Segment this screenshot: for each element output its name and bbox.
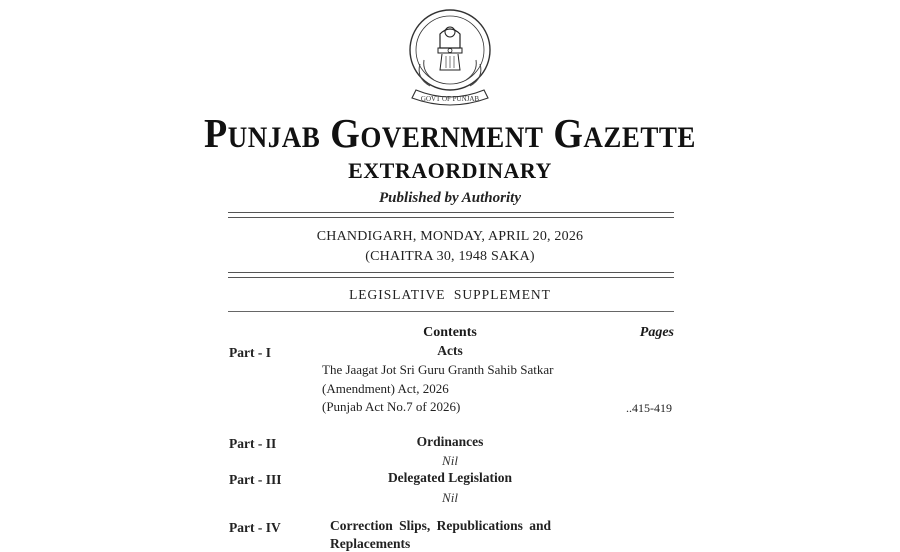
part-2-note: Nil [442,453,458,468]
part-3-label: Part - III [229,472,282,487]
state-emblem-icon [402,4,498,114]
part-1-entry-line-2: (Amendment) Act, 2026 [322,381,449,396]
header-divider-bottom [228,272,674,278]
part-4-title-line-2: Replacements [330,536,411,551]
part-4-title-line-1: Correction Slips, Republications and [330,518,552,533]
contents-heading: Contents [423,325,477,340]
part-1-entry-line-1: The Jaagat Jot Sri Guru Granth Sahib Satkar [322,362,554,377]
part-1-title: Acts [437,343,463,358]
part-1-entry-line-3: (Punjab Act No.7 of 2026) [322,399,461,414]
pages-heading: Pages [639,325,674,340]
part-1-label: Part - I [229,345,271,360]
header-divider-top [228,212,674,218]
authority-line: Published by Authority [379,190,521,206]
part-1-pages: ..415-419 [626,401,672,415]
supplement-heading: LEGISLATIVE SUPPLEMENT [349,287,551,302]
part-2-title: Ordinances [416,434,484,449]
gazette-title: Punjab Government Gazette [204,111,696,157]
edition-label: EXTRAORDINARY [348,158,552,183]
part-3-title: Delegated Legislation [387,470,513,485]
part-4-label: Part - IV [229,520,281,535]
emblem-ribbon-text: GOVT OF PUNJAB [420,95,480,103]
part-2-label: Part - II [229,436,277,451]
part-3-note: Nil [442,490,458,505]
contents-divider [228,311,674,312]
dateline-saka: (CHAITRA 30, 1948 SAKA) [365,249,535,264]
dateline-place-date: CHANDIGARH, MONDAY, APRIL 20, 2026 [316,229,584,244]
